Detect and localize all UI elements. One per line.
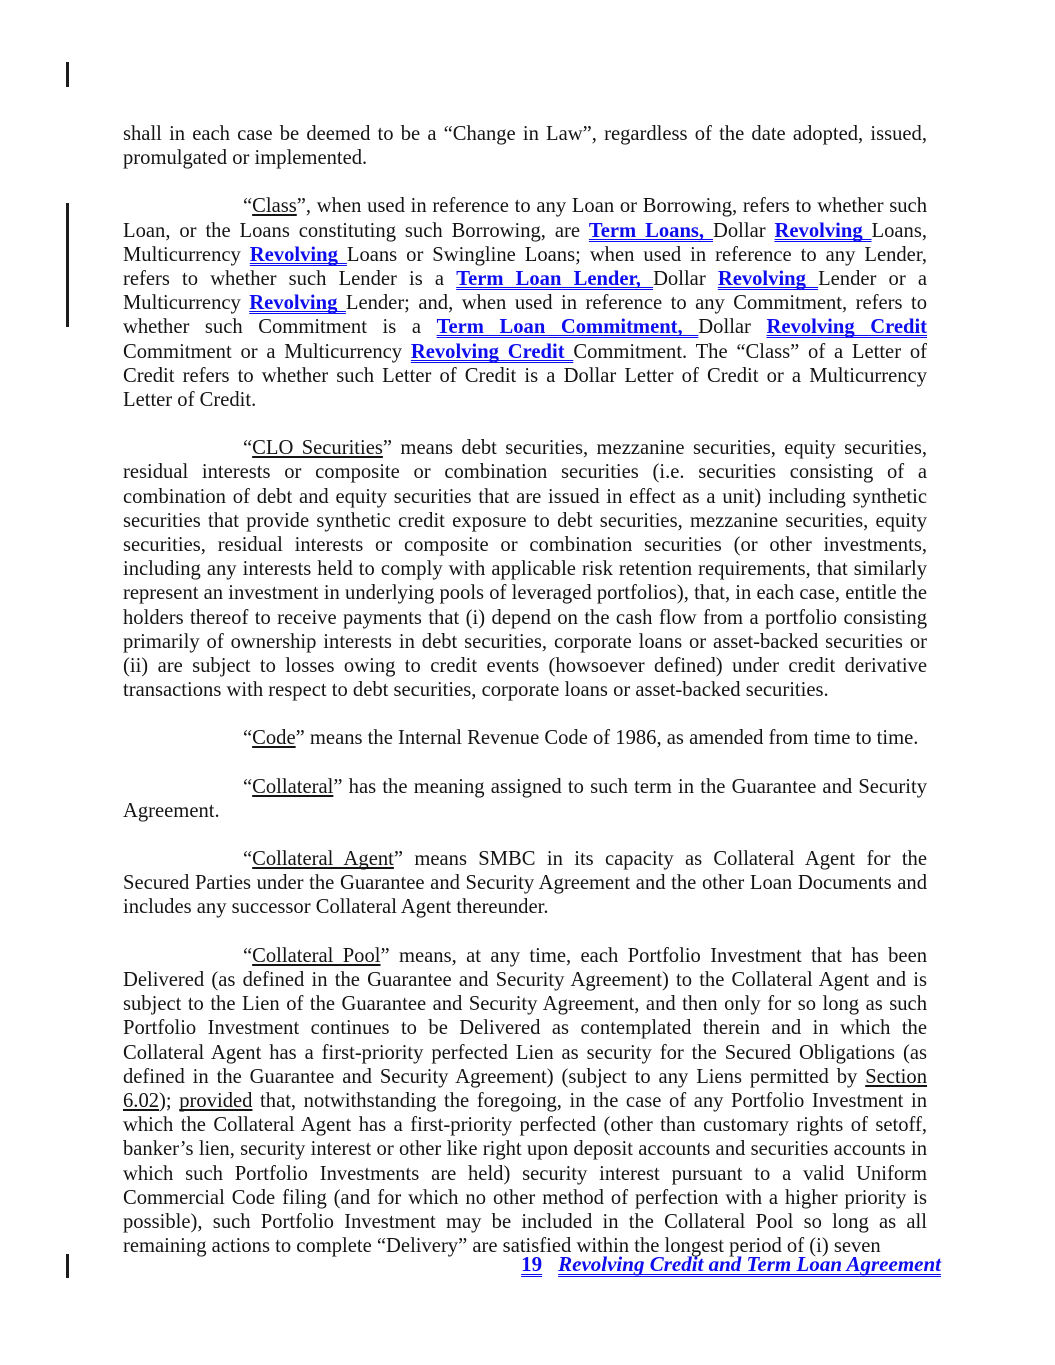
inserted-text: Revolving Credit [410, 340, 574, 363]
body-text: Dollar [698, 316, 767, 339]
page-footer [521, 1252, 941, 1277]
inserted-text: Term Loan Commitment, [436, 316, 699, 339]
inserted-text: Term Loan Lender, [456, 268, 654, 291]
inserted-text: Term Loans, [588, 219, 713, 242]
body-text: that, notwithstanding the foregoing, in the case of any Portfolio Investment in which the Collateral Agent has a first-priority perfected (other than customary rights of setoff, banker’s lien, security interest or other like right upon deposit accounts and securities accounts in which such Portfolio Investments are held) security interest pursuant to a valid Uniform Commercial Code filing (and for which no other method of perfection with a higher priority is possible), such Portfolio Investment may be included in the Collateral Pool so long as all remaining actions to complete “Delivery” are satisfied within the longest period of (i) seven [123, 1089, 927, 1258]
change-bar [66, 62, 69, 87]
body-text: ); [159, 1089, 180, 1112]
body-text: “ [243, 944, 253, 967]
body-text: ” has the meaning assigned to such term in the Guarantee and Security Agreement. [123, 775, 927, 822]
paragraph-definition-collateral-agent [123, 847, 927, 920]
body-text: shall in each case be deemed to be a “Change in Law”, regardless of the date adopted, issued, promulgated or implemented. [123, 123, 927, 170]
body-text: ” means, at any time, each Portfolio Investment that has been Delivered (as defined in the Guarantee and Security Agreement) to the Collateral Agent and is subject to the Lien of the Guarantee and Security Agreement, and then only for so long as such Portfolio Investment continues to be Delivered as contemplated therein and in which the Collateral Agent has a first-priority perfected Lien as security for the Secured Obligations (as defined in the Guarantee and Security Agreement) (subject to any Liens permitted by [123, 944, 928, 1088]
body-text: “ [243, 727, 253, 750]
body-text: Commitment. The “Class” of a Letter of Credit refers to whether such Letter of Credit is a Dollar Letter of Credit or a Multicurrency Letter of Credit. [123, 340, 927, 412]
inserted-text: Revolving [249, 243, 347, 266]
defined-term: provided [179, 1089, 253, 1112]
body-text: “ [243, 437, 253, 460]
change-bar [66, 1254, 69, 1278]
body-text: Dollar [653, 268, 718, 291]
defined-term: Collateral Agent [252, 848, 394, 871]
paragraph-definition-collateral [123, 775, 927, 823]
body-text: “ [243, 775, 253, 798]
change-bar [66, 203, 69, 327]
defined-term: Collateral [252, 775, 334, 798]
paragraph-change-in-law-continuation [123, 122, 927, 170]
paragraph-definition-code [123, 726, 927, 750]
body-text: “ [243, 848, 253, 871]
body-text: “ [243, 195, 253, 218]
page-number: 19 [521, 1252, 543, 1276]
inserted-text: Revolving [717, 268, 819, 291]
paragraph-definition-collateral-pool [123, 944, 927, 1259]
inserted-text: Revolving [249, 292, 346, 315]
body-text: ” means debt securities, mezzanine securities, equity securities, residual interests or composite or combination securities (i.e. securities consisting of a combination of debt and equity securities that are issued in effect as a unit) including synthetic securities that provide synthetic credit exposure to debt securities, mezzanine securities, equity securities, residual interests or composite or combination securities (or other investments, including any interests held to comply with applicable risk retention requirements, that similarly represent an investment in underlying pools of leveraged portfolios), that, in each case, entitle the holders thereof to receive payments that (i) depend on the cash flow from a portfolio consisting primarily of ownership interests in debt securities, corporate loans or asset-backed securities or (ii) are subject to losses owing to credit events (howsoever defined) under credit derivative transactions with respect to debt securities, corporate loans or asset-backed securities. [123, 437, 928, 702]
body-text: ” means the Internal Revenue Code of 1986, as amended from time to time. [295, 727, 919, 750]
defined-term: Class [252, 195, 297, 218]
paragraph-definition-clo-securities [123, 436, 927, 702]
body-text: Loans, Multicurrency [123, 219, 928, 266]
inserted-text: Revolving Credit [766, 316, 928, 339]
body-text: Commitment or a Multicurrency [123, 340, 411, 363]
defined-term: CLO Securities [252, 437, 383, 460]
inserted-text: Revolving [774, 219, 872, 242]
body-text: Lender; and, when used in reference to any Commitment, refers to whether such Commitment is a [123, 292, 927, 339]
body-text: Dollar [712, 219, 775, 242]
defined-term: Code [252, 727, 296, 750]
document-title: Revolving Credit and Term Loan Agreement [558, 1252, 941, 1276]
body-text: ” means SMBC in its capacity as Collateral Agent for the Secured Parties under the Guarantee and Security Agreement and the other Loan Documents and includes any successor Collateral Agent thereunder. [123, 848, 927, 919]
paragraph-definition-class [123, 194, 927, 412]
defined-term: Section 6.02 [123, 1065, 927, 1112]
document-body [123, 122, 927, 1258]
body-text: ”, when used in reference to any Loan or Borrowing, refers to whether such Loan, or the Loans constituting such Borrowing, are [123, 195, 927, 242]
defined-term: Collateral Pool [252, 944, 381, 967]
body-text: Loans or Swingline Loans; when used in reference to any Lender, refers to whether such Lender is a [123, 243, 928, 291]
body-text: Lender or a Multicurrency [123, 268, 927, 315]
